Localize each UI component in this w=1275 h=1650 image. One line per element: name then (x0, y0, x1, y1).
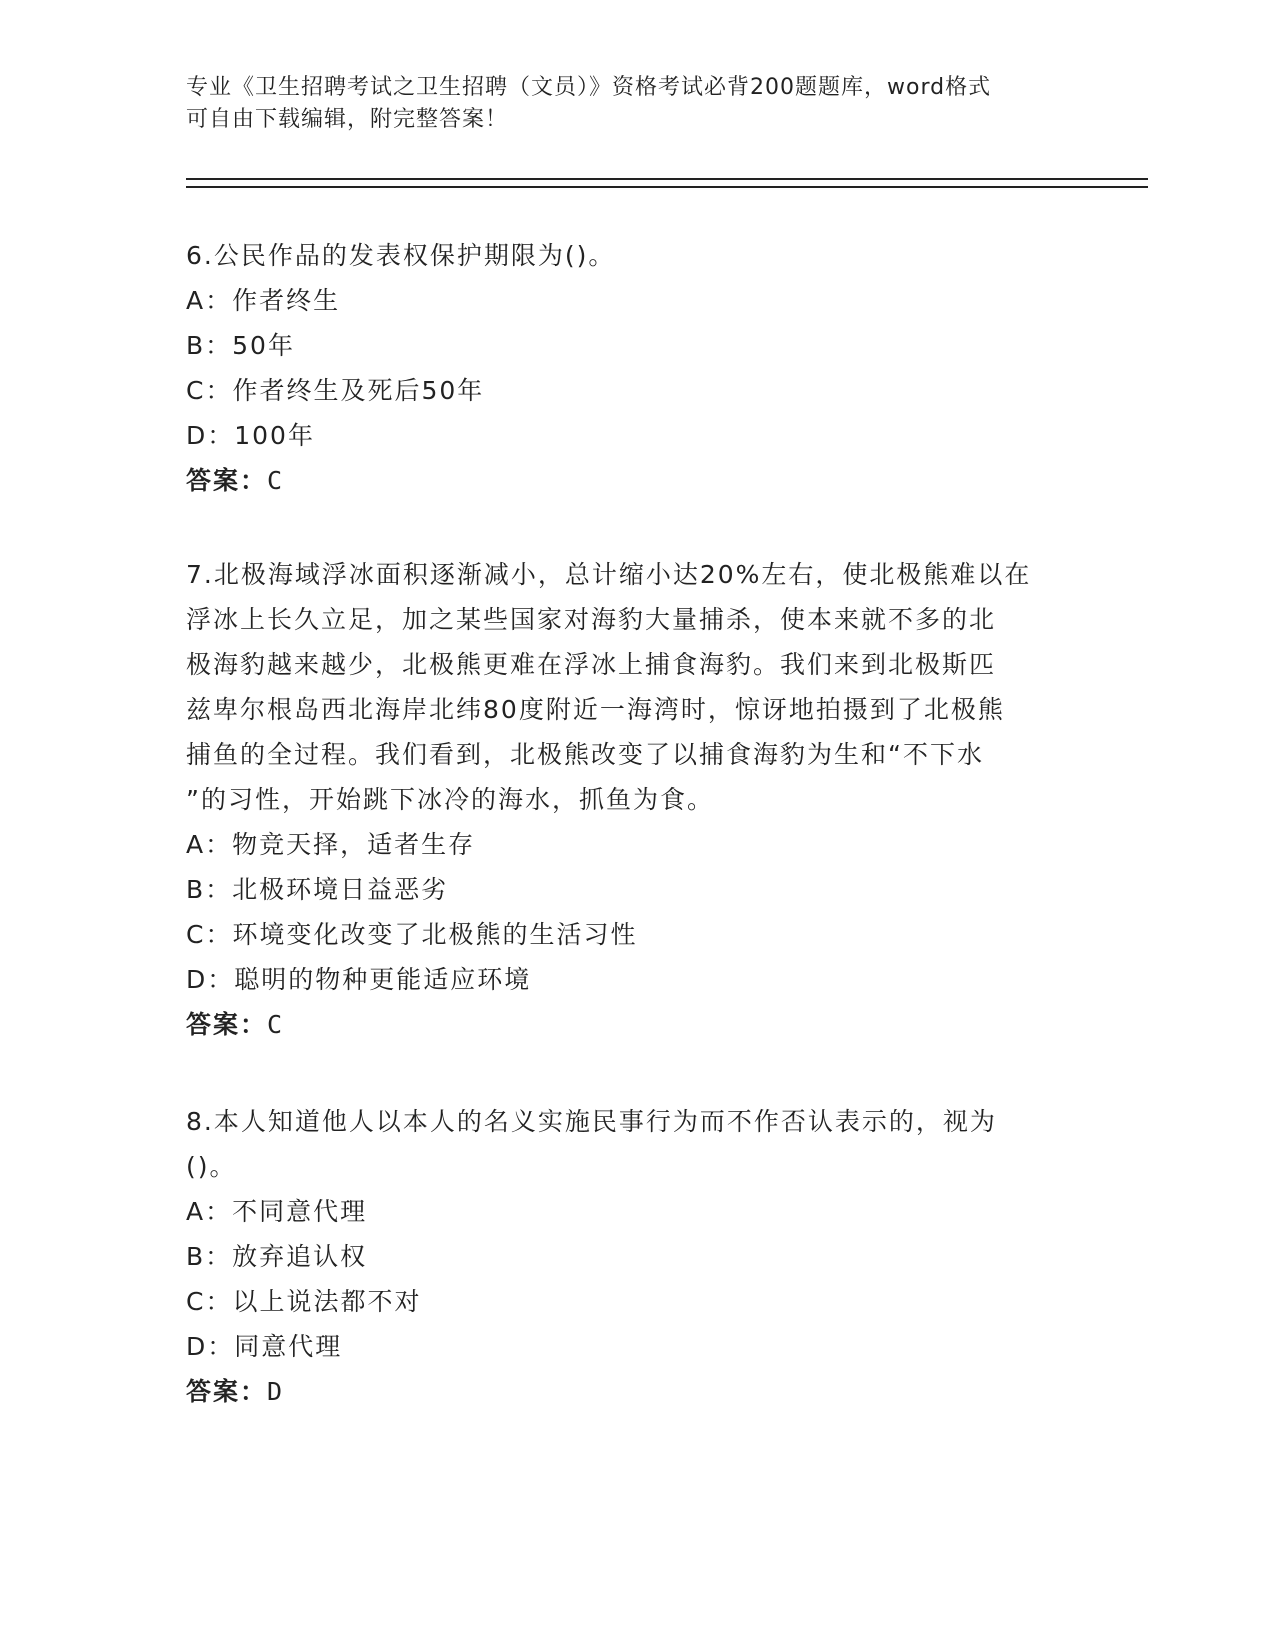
question-stem: 6.公民作品的发表权保护期限为()。 (186, 241, 616, 270)
option-b: B：北极环境日益恶劣 (186, 875, 449, 904)
header-title-line-2: 可自由下载编辑，附完整答案！ (186, 107, 509, 132)
option-a: A：物竞天择，适者生存 (186, 830, 476, 859)
option-b: B：50年 (186, 331, 295, 360)
answer-key: C (267, 466, 285, 495)
option-c: C：以上说法都不对 (186, 1287, 422, 1316)
option-a: A：不同意代理 (186, 1197, 368, 1226)
question-stem-line-3: 极海豹越来越少，北极熊更难在浮冰上捕食海豹。我们来到北极斯匹 (186, 650, 997, 679)
question-stem-line-1: 7.北极海域浮冰面积逐渐减小，总计缩小达20%左右，使北极熊难以在 (186, 560, 1032, 589)
answer-label: 答案： (186, 466, 268, 495)
question-stem-line-2: 浮冰上长久立足，加之某些国家对海豹大量捕杀，使本来就不多的北 (186, 605, 997, 634)
question-7 (186, 552, 1086, 1047)
option-d: D：同意代理 (186, 1332, 343, 1361)
answer-key: D (267, 1377, 285, 1406)
option-d: D：聪明的物种更能适应环境 (186, 965, 532, 994)
option-a: A：作者终生 (186, 286, 341, 315)
answer-line (186, 458, 1086, 503)
header-title-line-1: 专业《卫生招聘考试之卫生招聘（文员）》资格考试必背200题题库，word格式 (186, 75, 992, 100)
answer-line (186, 1369, 1086, 1414)
answer-label: 答案： (186, 1377, 268, 1406)
question-8 (186, 1099, 1086, 1414)
answer-key: C (267, 1010, 285, 1039)
question-stem-line-6: ”的习性，开始跳下冰冷的海水，抓鱼为食。 (186, 785, 714, 814)
option-b: B：放弃追认权 (186, 1242, 368, 1271)
question-stem-line-1: 8.本人知道他人以本人的名义实施民事行为而不作否认表示的，视为 (186, 1107, 997, 1136)
answer-label: 答案： (186, 1010, 268, 1039)
option-c: C：作者终生及死后50年 (186, 376, 485, 405)
answer-line (186, 1002, 1086, 1047)
question-stem-line-2: ()。 (186, 1152, 237, 1181)
option-d: D：100年 (186, 421, 315, 450)
question-stem-line-5: 捕鱼的全过程。我们看到，北极熊改变了以捕食海豹为生和“不下水 (186, 740, 984, 769)
question-6 (186, 233, 1086, 503)
question-stem-line-4: 兹卑尔根岛西北海岸北纬80度附近一海湾时，惊讶地拍摄到了北极熊 (186, 695, 1005, 724)
option-c: C：环境变化改变了北极熊的生活习性 (186, 920, 638, 949)
header-divider (186, 178, 1148, 188)
document-header (186, 72, 1066, 136)
